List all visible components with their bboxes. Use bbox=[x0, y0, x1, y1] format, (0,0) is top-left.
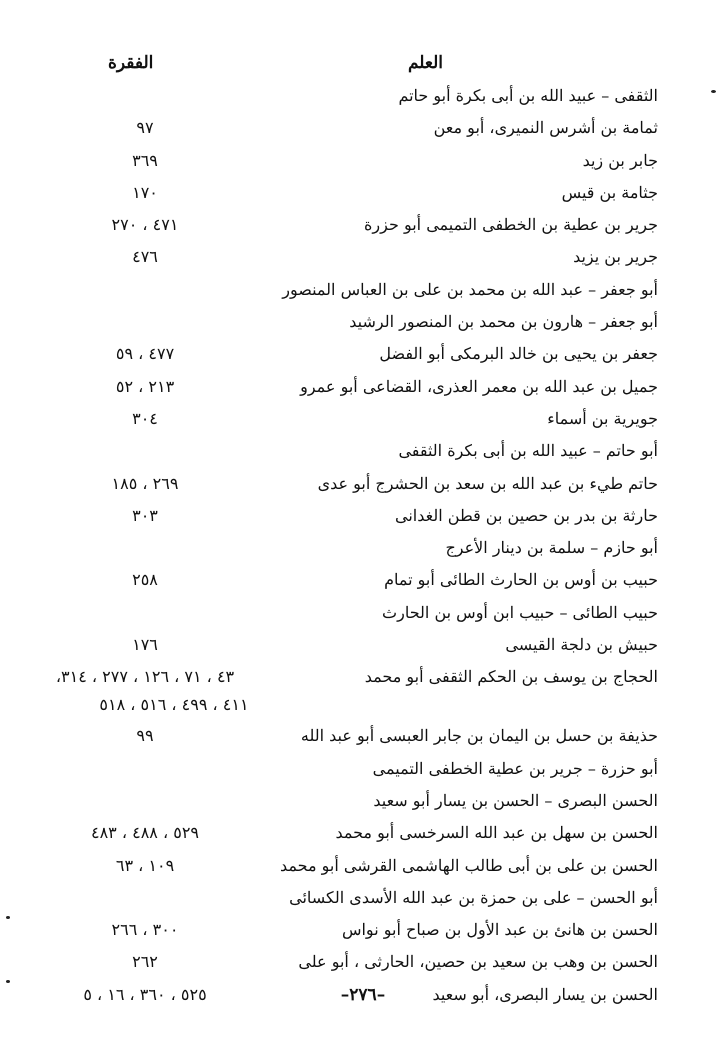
scan-mark bbox=[711, 90, 716, 93]
index-row bbox=[0, 209, 726, 241]
entry-name: جويرية بن أسماء bbox=[547, 408, 658, 428]
entry-paragraphs: ٤٧١ ، ٢٧٠ bbox=[111, 215, 179, 235]
index-row bbox=[0, 371, 726, 403]
index-row bbox=[0, 306, 726, 338]
index-row bbox=[0, 817, 726, 849]
entry-paragraphs: ٢٥٨ bbox=[132, 570, 158, 590]
entry-name: الحجاج بن يوسف بن الحكم الثقفى أبو محمد bbox=[364, 667, 658, 687]
paragraph-column-header: الفقرة bbox=[108, 53, 154, 73]
entry-name: جرير بن يزيد bbox=[573, 247, 658, 267]
entry-paragraphs: ٩٩ bbox=[136, 726, 154, 746]
entry-paragraphs: ٣٠٣ bbox=[132, 505, 158, 525]
entry-name: أبو جعفر – عبد الله بن محمد بن على بن العباس المنصور bbox=[282, 279, 658, 299]
index-row bbox=[0, 564, 726, 596]
entry-paragraphs: ٩٧ bbox=[136, 118, 154, 138]
index-row bbox=[0, 597, 726, 629]
index-row bbox=[0, 241, 726, 273]
index-row bbox=[0, 914, 726, 946]
entry-name: الحسن بن يسار البصرى، أبو سعيد bbox=[432, 984, 658, 1004]
entry-paragraphs: ٢١٣ ، ٥٢ bbox=[115, 376, 175, 396]
entry-paragraphs: ٥٢٥ ، ٣٦٠ ، ١٦ ، ٥ bbox=[83, 984, 207, 1004]
entry-name: حبيب بن أوس بن الحارث الطائى أبو تمام bbox=[384, 570, 658, 590]
entry-paragraphs: ٤٣ ، ٧١ ، ١٢٦ ، ٢٧٧ ، ٣١٤، bbox=[55, 667, 235, 687]
index-row bbox=[0, 720, 726, 752]
page-number: –٢٧٦– bbox=[340, 985, 386, 1005]
scan-mark bbox=[6, 980, 10, 983]
index-row bbox=[0, 946, 726, 978]
entry-name: أبو الحسن – على بن حمزة بن عبد الله الأسدى الكسائى bbox=[289, 887, 658, 907]
entry-paragraphs: ١٧٦ bbox=[132, 635, 158, 655]
index-row bbox=[0, 753, 726, 785]
entry-paragraphs: ٢٦٢ bbox=[132, 952, 158, 972]
index-row bbox=[0, 435, 726, 467]
scan-mark bbox=[6, 916, 10, 919]
index-row bbox=[0, 532, 726, 564]
entry-name: حارثة بن بدر بن حصين بن قطن الغدانى bbox=[395, 505, 658, 525]
entry-name: أبو حاتم – عبيد الله بن أبى بكرة الثقفى bbox=[398, 441, 658, 461]
index-row bbox=[0, 785, 726, 817]
entry-name: جعفر بن يحيى بن خالد البرمكى أبو الفضل bbox=[379, 344, 658, 364]
entry-name: حبيش بن دلجة القيسى bbox=[505, 635, 658, 655]
index-row bbox=[0, 274, 726, 306]
entry-name: أبو جعفر – هارون بن محمد بن المنصور الرشيد bbox=[349, 312, 658, 332]
index-row bbox=[0, 80, 726, 112]
entry-name: أبو حازم – سلمة بن دينار الأعرج bbox=[445, 538, 658, 558]
index-row bbox=[0, 468, 726, 500]
entry-paragraphs: ١٠٩ ، ٦٣ bbox=[115, 855, 175, 875]
entry-name: الحسن بن على بن أبى طالب الهاشمى القرشى أبو محمد bbox=[279, 855, 658, 875]
entry-name: حبيب الطائى – حبيب ابن أوس بن الحارث bbox=[382, 602, 658, 622]
index-row bbox=[0, 850, 726, 882]
index-row bbox=[0, 112, 726, 144]
entry-name: الثقفى – عبيد الله بن أبى بكرة أبو حاتم bbox=[398, 86, 658, 105]
entry-paragraphs: ٥٢٩ ، ٤٨٨ ، ٤٨٣ bbox=[90, 823, 200, 843]
index-row bbox=[0, 145, 726, 177]
index-row bbox=[0, 500, 726, 532]
entry-name: حاتم طيء بن عبد الله بن سعد بن الحشرج أبو عدى bbox=[317, 473, 658, 493]
entry-name: الحسن بن هانئ بن عبد الأول بن صباح أبو نواس bbox=[341, 920, 658, 940]
index-row bbox=[0, 177, 726, 209]
name-column-header: العلم bbox=[407, 53, 443, 73]
entry-paragraphs: ١٧٠ bbox=[132, 182, 158, 202]
entry-name: حذيفة بن حسل بن اليمان بن جابر العبسى أبو عبد الله bbox=[300, 726, 658, 746]
index-row bbox=[0, 661, 726, 690]
entry-paragraphs-continued: ٤١١ ، ٤٩٩ ، ٥١٦ ، ٥١٨ bbox=[99, 695, 249, 715]
index-row bbox=[0, 629, 726, 661]
index-row bbox=[0, 338, 726, 370]
index-row-continuation bbox=[0, 690, 726, 720]
entry-paragraphs: ٣٠٠ ، ٢٦٦ bbox=[111, 920, 179, 940]
entry-name: جميل بن عبد الله بن معمر العذرى، القضاعى أبو عمرو bbox=[300, 376, 658, 396]
entry-name: جثامة بن قيس bbox=[561, 182, 658, 202]
entry-paragraphs: ٤٧٧ ، ٥٩ bbox=[115, 344, 175, 364]
entry-name: الحسن البصرى – الحسن بن يسار أبو سعيد bbox=[373, 790, 658, 810]
entry-paragraphs: ٢٦٩ ، ١٨٥ bbox=[111, 473, 179, 493]
entry-name: ثمامة بن أشرس النميرى، أبو معن bbox=[433, 118, 658, 138]
entry-name: الحسن بن وهب بن سعيد بن حصين، الحارثى ، أبو على bbox=[298, 952, 658, 972]
index-row bbox=[0, 882, 726, 914]
entry-name: جرير بن عطية بن الخطفى التميمى أبو حزرة bbox=[364, 215, 658, 235]
index-list bbox=[0, 80, 726, 1011]
entry-paragraphs: ٤٧٦ bbox=[132, 247, 158, 267]
entry-name: جابر بن زيد bbox=[582, 150, 658, 170]
entry-name: أبو حزرة – جرير بن عطية الخطفى التميمى bbox=[372, 758, 658, 778]
index-row bbox=[0, 403, 726, 435]
entry-paragraphs: ٣٦٩ bbox=[132, 150, 158, 170]
entry-name: الحسن بن سهل بن عبد الله السرخسى أبو محمد bbox=[335, 823, 658, 843]
entry-paragraphs: ٣٠٤ bbox=[132, 408, 158, 428]
